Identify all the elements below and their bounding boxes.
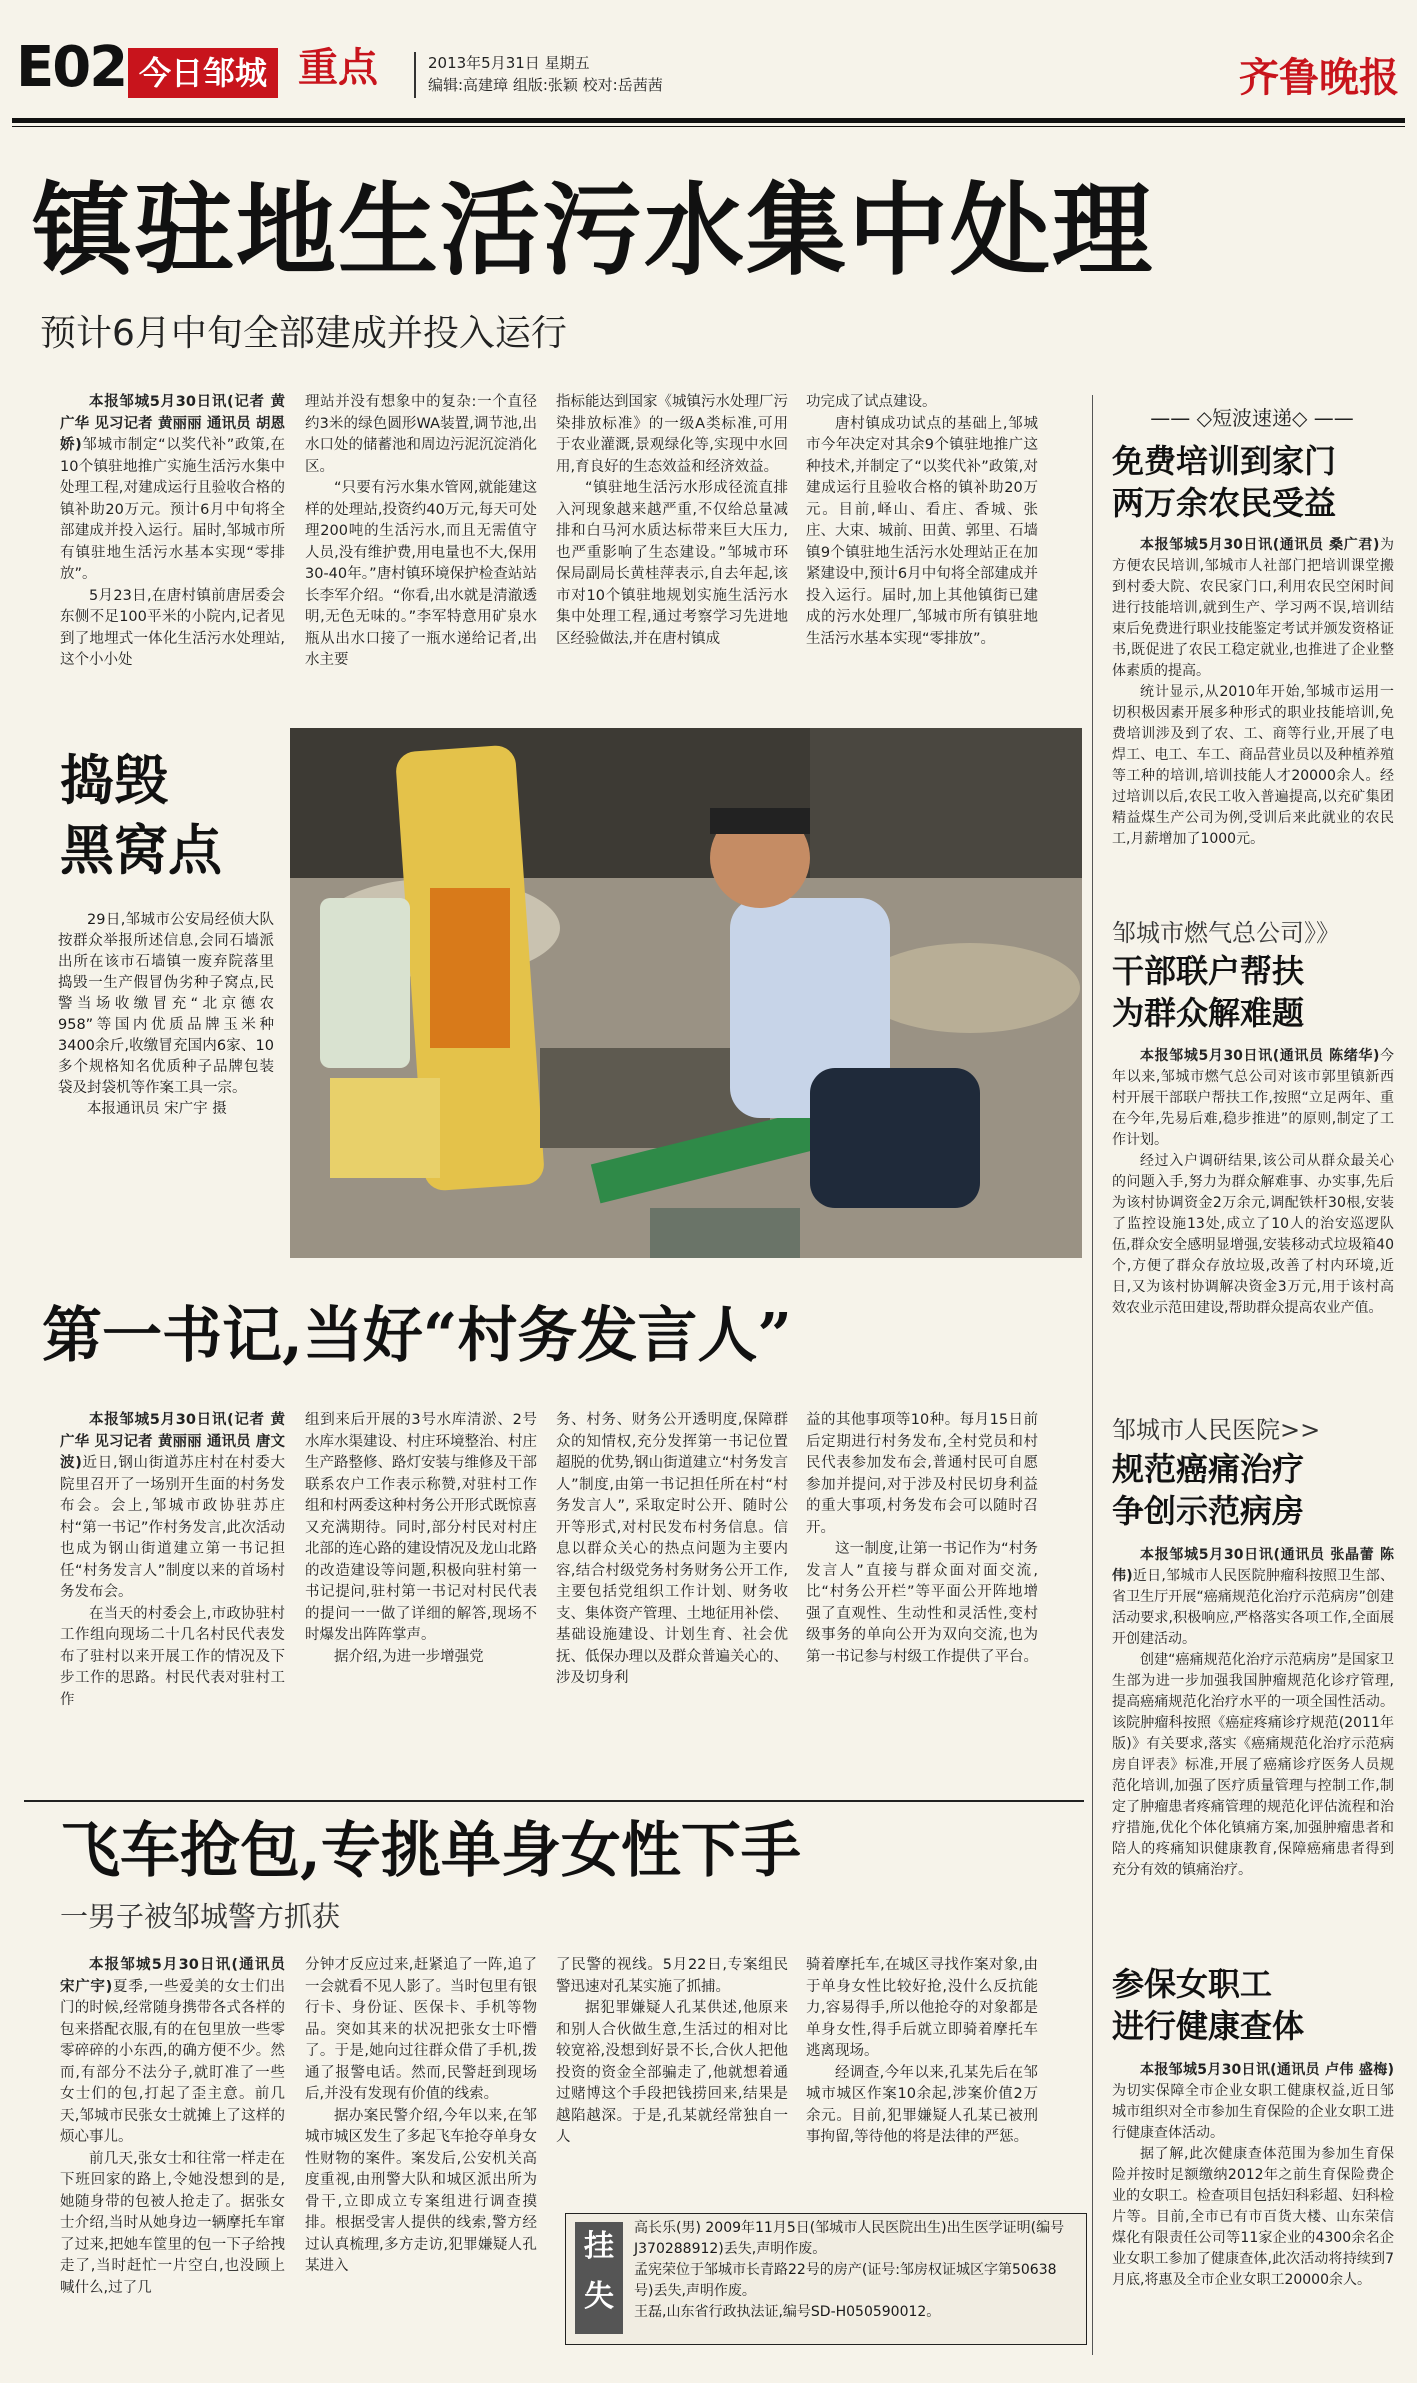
brief3-para: 创建“癌痛规范化治疗示范病房”是国家卫生部为进一步加强我国肿瘤规范化诊疗管理,提高癌痛规范化治疗水平的一项全国性活动。该院肿瘤科按照《癌症疼痛诊疗规范(2011年版)》有关要求,落实《癌痛规范化治疗示范病房自评表》标准,开展了癌痛诊疗医务人员规范化培训,加强了医疗质量管理与控制工作,制定了肿瘤患者疼痛管理的规范化评估流程和治疗措施,优化个体化镇痛方案,加强肿瘤患者和陪人的疼痛知识健康教育,保障癌痛患者得到充分有效的镇痛治疗。 xyxy=(1112,1652,1394,1878)
story3-col3-text-b: 据犯罪嫌疑人孔某供述,他原来和别人合伙做生意,生活过的相对比较宽裕,没想到好景不长,合伙人把他投资的资金全部骗走了,他就想着通过赌博这个手段把钱捞回来,结果是越陷越深。于是,孔某就经常独自一人 xyxy=(556,2000,788,2145)
photo-credit: 本报通讯员 宋广宇 摄 xyxy=(87,1101,227,1117)
story3-col3-text: 了民警的视线。5月22日,专案组民警迅速对孔某实施了抓捕。 xyxy=(556,1957,788,1995)
brief-banner: —— ◇短波速递◇ —— xyxy=(1150,406,1354,430)
brief4-body: 本报邹城5月30日讯(通讯员 卢伟 盛梅)为切实保障全市企业女职工健康权益,近日邹城市组织对全市参加生育保险的企业女职工进行健康查体活动。 据了解,此次健康查体范围为参加生育保险并按时足额缴纳2012年之前生育保险费企业的女职工。检查项目包括妇科彩超、妇科检片等。目前,全市已有市百货大楼、山东荣信煤化有限责任公司等11家企业的4300余名企业女职工参加了健康查体,此次活动将持续到7月底,将惠及全市企业女职工20000余人。 xyxy=(1112,2060,1394,2370)
header-divider xyxy=(414,52,416,98)
lost-notice-line: 王磊,山东省行政执法证,编号SD-H050590012。 xyxy=(634,2304,941,2320)
brief2-para: 经过入户调研结果,该公司从群众最关心的问题入手,努力为群众解难事、办实事,先后为该村协调资金2万余元,调配铁杆30根,安装了监控设施13处,成立了10人的治安巡逻队伍,群众安全感明显增强,安装移动式垃圾箱40个,方便了群众存放垃圾,改善了村内环境,近日,又为该村协调解决资金3万元,用于该村高效农业示范田建设,帮助群众提高农业产值。 xyxy=(1112,1153,1394,1316)
header-rule-thin xyxy=(12,126,1405,127)
story2-col2-text-b: 据介绍,为进一步增强党 xyxy=(334,1648,484,1665)
lead-column-4 xyxy=(806,392,1038,722)
story3-col1-text: 夏季,一些爱美的女士们出门的时候,经常随身携带各式各样的包来搭配衣服,有的在包里放一些零零碎碎的小东西,的确方便不少。然而,有部分不法分子,就盯准了一些女士们的包,打起了歪主意。前几天,邹城市民张女士就摊上了这样的烦心事儿。 xyxy=(60,1978,285,2145)
brief1-body: 本报邹城5月30日讯(通讯员 桑广君)为方便农民培训,邹城市人社部门把培训课堂搬到村委大院、农民家门口,利用农民空闲时间进行技能培训,就到生产、学习两不误,培训结束后免费进行职业技能鉴定考试并颁发资格证书,既促进了农民工稳定就业,也推进了企业整体素质的提高。 统计显示,从2010年开始,邹城市运用一切积极因素开展多种形式的职业技能培训,免费培训涉及到了农、工、商等行业,开展了电焊工、电工、车工、商品营业员以及种植养殖等工种的培训,培训技能人才20000余人。经过培训以后,农民工收入普遍提高,以充矿集团精益煤生产公司为例,受训后来此就业的农民工,月薪增加了1000元。 xyxy=(1112,535,1394,900)
story2-column-2 xyxy=(305,1410,537,1810)
lost-notice-line: 高长乐(男) 2009年11月5日(邹城市人民医院出生)出生医学证明(编号J370288912)丢失,声明作废。 xyxy=(634,2220,1065,2257)
lost-notice-line: 孟宪荣位于邹城市长青路22号的房产(证号:邹房权证城区字第50638号)丢失,声明作废。 xyxy=(634,2262,1057,2299)
subsection-label: 重点 xyxy=(298,45,378,91)
story2-col2-text: 组到来后开展的3号水库清淤、2号水库水渠建设、村庄环境整治、村庄生产路整修、路灯安装与维修及干部联系农户工作表示称赞,对驻村工作组和村两委这种村务公开形式既惊喜又充满期待。同时,部分村民对村庄北部的连心路的建设情况及龙山北路的改造建设等问题,积极向驻村第一书记提问,驻村第一书记对村民代表的提问一一做了详细的解答,现场不时爆发出阵阵掌声。 xyxy=(305,1412,537,1643)
story-divider xyxy=(24,1800,1084,1802)
story2-column-1 xyxy=(60,1410,285,1810)
photo-caption xyxy=(58,910,274,1120)
story3-column-3 xyxy=(556,1955,788,2205)
story2-col4-text-b: 这一制度,让第一书记作为“村务发言人”直接与群众面对面交流,比“村务公开栏”等平面公开阵地增强了直观性、生动性和灵活性,变村级事务的单向公开为双向交流,也为第一书记参与村级工作提供了平台。 xyxy=(806,1541,1038,1665)
story2-byline: 本报邹城5月30日讯(记者 黄广华 见习记者 黄丽丽 通讯员 唐文波) xyxy=(60,1412,285,1471)
editor-credits: 编辑:高建璋 组版:张颖 校对:岳茜茜 xyxy=(428,76,663,94)
brief4-byline: 本报邹城5月30日讯(通讯员 卢伟 盛梅) xyxy=(1140,2062,1394,2078)
header-rule xyxy=(12,118,1405,123)
brief1-byline: 本报邹城5月30日讯(通讯员 桑广君) xyxy=(1140,537,1380,553)
brief4-para: 据了解,此次健康查体范围为参加生育保险并按时足额缴纳2012年之前生育保险费企业的女职工。检查项目包括妇科彩超、妇科检片等。目前,全市已有市百货大楼、山东荣信煤化有限责任公司等11家企业的4300余名企业女职工参加了健康查体,此次活动将持续到7月底,将惠及全市企业女职工20000余人。 xyxy=(1112,2146,1394,2288)
brief3-body: 本报邹城5月30日讯(通讯员 张晶蕾 陈伟)近日,邹城市人民医院肿瘤科按照卫生部、省卫生厅开展“癌痛规范化治疗示范病房”创建活动要求,积极响应,严格落实各项工作,全面展开创建活动。 创建“癌痛规范化治疗示范病房”是国家卫生部为进一步加强我国肿瘤规范化诊疗管理,提高癌痛规范化治疗水平的一项全国性活动。该院肿瘤科按照《癌症疼痛诊疗规范(2011年版)》有关要求,落实《癌痛规范化治疗示范病房自评表》标准,开展了癌痛诊疗医务人员规范化培训,加强了医疗质量管理与控制工作,制定了肿瘤患者疼痛管理的规范化评估流程和治疗措施,优化个体化镇痛方案,加强肿瘤患者和陪人的疼痛知识健康教育,保障癌痛患者得到充分有效的镇痛治疗。 xyxy=(1112,1545,1394,1950)
brief2-headline: 干部联户帮扶 为群众解难题 xyxy=(1112,952,1305,1032)
lead-col4-text-b: 唐村镇成功试点的基础上,邹城市今年决定对其余9个镇驻地推广这种技术,并制定了“以奖代补”政策,对建成运行且验收合格的镇补助20万元。目前,峄山、看庄、香城、张庄、大束、城前、田黄、郭里、石墙镇9个镇驻地生活污水处理站正在加紧建设中,预计6月中旬将全部建成并投入运行。届时,加上其他镇街已建成的污水处理厂,邹城市所有镇驻地生活污水基本实现“零排放”。 xyxy=(806,415,1038,647)
brief3-kicker: 邹城市人民医院>> xyxy=(1112,1416,1321,1444)
brief2-byline: 本报邹城5月30日讯(通讯员 陈绪华) xyxy=(1140,1048,1380,1064)
brief1-headline: 免费培训到家门 两万余农民受益 xyxy=(1112,442,1337,522)
story2-column-3 xyxy=(556,1410,788,1810)
story2-headline: 第一书记,当好“村务发言人” xyxy=(42,1301,792,1371)
lead-subhead: 预计6月中旬全部建成并投入运行 xyxy=(40,313,567,354)
lead-col4-text: 功完成了试点建设。 xyxy=(806,394,937,410)
lead-column-3 xyxy=(556,392,788,722)
lost-notice-text xyxy=(634,2218,1074,2323)
photo-story-headline: 捣毁 黑窝点 xyxy=(60,748,222,882)
story3-subhead: 一男子被邹城警方抓获 xyxy=(60,1900,341,1933)
brief2-body: 本报邹城5月30日讯(通讯员 陈绪华)今年以来,邹城市燃气总公司对该市郭里镇新西村开展干部联户帮扶工作,按照“立足两年、重在今年,先易后难,稳步推进”的原则,制定了工作计划。 经过入户调研结果,该公司从群众最关心的问题入手,努力为群众解难事、办实事,先后为该村协调资金2万余元,调配铁杆30根,安装了监控设施13处,成立了10人的治安巡逻队伍,群众安全感明显增强,安装移动式垃圾箱40个,方便了群众存放垃圾,改善了村内环境,近日,又为该村协调解决资金3万元,用于该村高效农业示范田建设,帮助群众提高农业产值。 xyxy=(1112,1046,1394,1406)
lead-col2-text: 理站并没有想象中的复杂:一个直径约3米的绿色圆形WA装置,调节池,出水口处的储蓄池和周边污泥沉淀消化区。 xyxy=(305,394,537,475)
story3-column-1 xyxy=(60,1955,285,2375)
brief1-para: 统计显示,从2010年开始,邹城市运用一切积极因素开展多种形式的职业技能培训,免费培训涉及到了农、工、商等行业,开展了电焊工、电工、车工、商品营业员以及种植养殖等工种的培训,培训技能人才20000余人。经过培训以后,农民工收入普遍提高,以充矿集团精益煤生产公司为例,受训后来此就业的农民工,月薪增加了1000元。 xyxy=(1112,684,1394,847)
story3-col2-text: 分钟才反应过来,赶紧追了一阵,追了一会就看不见人影了。当时包里有银行卡、身份证、医保卡、手机等物品。突如其来的状况把张女士吓懵了。于是,她向过往群众借了手机,拨通了报警电话。然而,民警赶到现场后,并没有发现有价值的线索。 xyxy=(305,1957,537,2102)
sidebar-divider xyxy=(1092,395,1093,2355)
story3-byline: 本报邹城5月30日讯(通讯员 宋广宇) xyxy=(60,1957,285,1995)
story3-column-2 xyxy=(305,1955,537,2375)
story3-column-4 xyxy=(806,1955,1038,2205)
story2-col4-text: 益的其他事项等10种。每月15日前后定期进行村务发布,全村党员和村民代表参加发布会,普通村民可自愿参加并提问,对于涉及村民切身利益的重大事项,村务发布会可以随时召开。 xyxy=(806,1412,1038,1536)
newspaper-logo: 齐鲁晚报 xyxy=(1239,54,1399,101)
lead-column-1 xyxy=(60,392,285,722)
section-label: 今日邹城 xyxy=(128,48,278,98)
story3-col2-text-b: 据办案民警介绍,今年以来,在邹城市城区发生了多起飞车抢夺单身女性财物的案件。案发后,公安机关高度重视,由刑警大队和城区派出所为骨干,立即成立专案组进行调查摸排。根据受害人提供的线索,警方经过认真梳理,多方走访,犯罪嫌疑人孔某进入 xyxy=(305,2107,537,2274)
lead-headline: 镇驻地生活污水集中处理 xyxy=(32,171,1154,289)
brief2-kicker: 邹城市燃气总公司》》 xyxy=(1112,919,1340,947)
lead-col2-text-b: “只要有污水集水管网,就能建这样的处理站,投资约40万元,每天可处理200吨的生活污水,而且无需值守人员,没有维护费,用电量也不大,保用30-40年。”唐村镇环境保护检查站站长李军介绍。“你看,出水就是清澈透明,无色无味的。”李军特意用矿泉水瓶从出水口接了一瓶水递给记者,出水主要 xyxy=(305,480,537,668)
photo-caption-text: 29日,邹城市公安局经侦大队按群众举报所述信息,会同石墙派出所在该市石墙镇一废弃院落里捣毁一生产假冒伪劣种子窝点,民警当场收缴冒充“北京德农958”等国内优质品牌玉米种3400余斤,收缴冒充国内6家、10多个规格知名优质种子品牌包装袋及封袋机等作案工具一宗。 xyxy=(58,912,274,1096)
story3-col4-text-b: 经调查,今年以来,孔某先后在邹城市城区作案10余起,涉案价值2万余元。目前,犯罪嫌疑人孔某已被刑事拘留,等待他的将是法律的严惩。 xyxy=(806,2064,1038,2145)
lead-col1-text: 邹城市制定“以奖代补”政策,在10个镇驻地推广实施生活污水集中处理工程,对建成运行且验收合格的镇补助20万元。预计6月中旬将全部建成并投入运行。届时,邹城市所有镇驻地生活污水基本实现“零排放”。 xyxy=(60,437,285,582)
story2-column-4 xyxy=(806,1410,1038,1810)
lost-notice-label: 挂失 xyxy=(575,2222,623,2334)
lead-column-2 xyxy=(305,392,537,722)
issue-date: 2013年5月31日 星期五 xyxy=(428,54,590,72)
brief3-byline: 本报邹城5月30日讯(通讯员 张晶蕾 陈伟) xyxy=(1112,1547,1394,1584)
story3-headline: 飞车抢包,专挑单身女性下手 xyxy=(60,1816,801,1886)
dateline xyxy=(428,52,663,96)
story3-col4-text: 骑着摩托车,在城区寻找作案对象,由于单身女性比较好抢,没什么反抗能力,容易得手,所以他抢夺的对象都是单身女性,得手后就立即骑着摩托车逃离现场。 xyxy=(806,1957,1038,2059)
story2-col3-text: 务、村务、财务公开透明度,保障群众的知情权,充分发挥第一书记位置超脱的优势,钢山街道建立“村务发言人”制度,由第一书记担任所在村“村务发言人”, 采取定时公开、随时公开等形式,对村民发布村务信息。信息以群众关心的热点问题为主要内容,结合村级党务村务财务公开工作,主要包括党组织工作计划、财务收支、集体资产管理、土地征用补偿、基础设施建设、计划生育、社会优抚、低保办理以及群众普遍关心的、涉及切身利 xyxy=(556,1412,788,1686)
brief4-headline: 参保女职工 进行健康查体 xyxy=(1112,1965,1305,2045)
brief3-headline: 规范癌痛治疗 争创示范病房 xyxy=(1112,1450,1305,1530)
story2-col1-text-b: 在当天的村委会上,市政协驻村工作组向现场二十几名村民代表发布了驻村以来开展工作的情况及下步工作的思路。村民代表对驻村工作 xyxy=(60,1605,285,1708)
lead-col3-text-b: “镇驻地生活污水形成径流直排入河现象越来越严重,不仅给总量减排和白马河水质达标带来巨大压力,也严重影响了生态建设。”邹城市环保局副局长黄桂萍表示,自去年起,该市对10个镇驻地规划实施生活污水集中处理工程,通过考察学习先进地区经验做法,并在唐村镇成 xyxy=(556,480,788,647)
story2-col1-text: 近日,钢山街道苏庄村在村委大院里召开了一场别开生面的村务发布会。会上,邹城市政协驻苏庄村“第一书记”作村务发言,此次活动也成为钢山街道建立第一书记担任“村务发言人”制度以来的首场村务发布会。 xyxy=(60,1455,285,1600)
brief-banner-title: 短波速递 xyxy=(1212,406,1292,430)
story3-col1-text-b: 前几天,张女士和往常一样走在下班回家的路上,令她没想到的是,她随身带的包被人抢走了。据张女士介绍,当时从她身边一辆摩托车窜了过来,把她车筐里的包一下子给拽走了,当时赶忙一片空白,也没顾上喊什么,过了几 xyxy=(60,2150,285,2296)
lead-col1-text-b: 5月23日,在唐村镇前唐居委会东侧不足100平米的小院内,记者见到了地埋式一体化生活污水处理站,这个小小处 xyxy=(60,587,285,668)
lead-byline: 本报邹城5月30日讯(记者 黄广华 见习记者 黄丽丽 通讯员 胡恩娇) xyxy=(60,394,285,453)
page-number: E02 xyxy=(16,35,127,100)
news-photo-officer-seed-bags xyxy=(290,728,1082,1258)
lead-col3-text: 指标能达到国家《城镇污水处理厂污染排放标准》的一级A类标准,可用于农业灌溉,景观绿化等,实现中水回用,育良好的生态效益和经济效益。 xyxy=(556,394,788,475)
